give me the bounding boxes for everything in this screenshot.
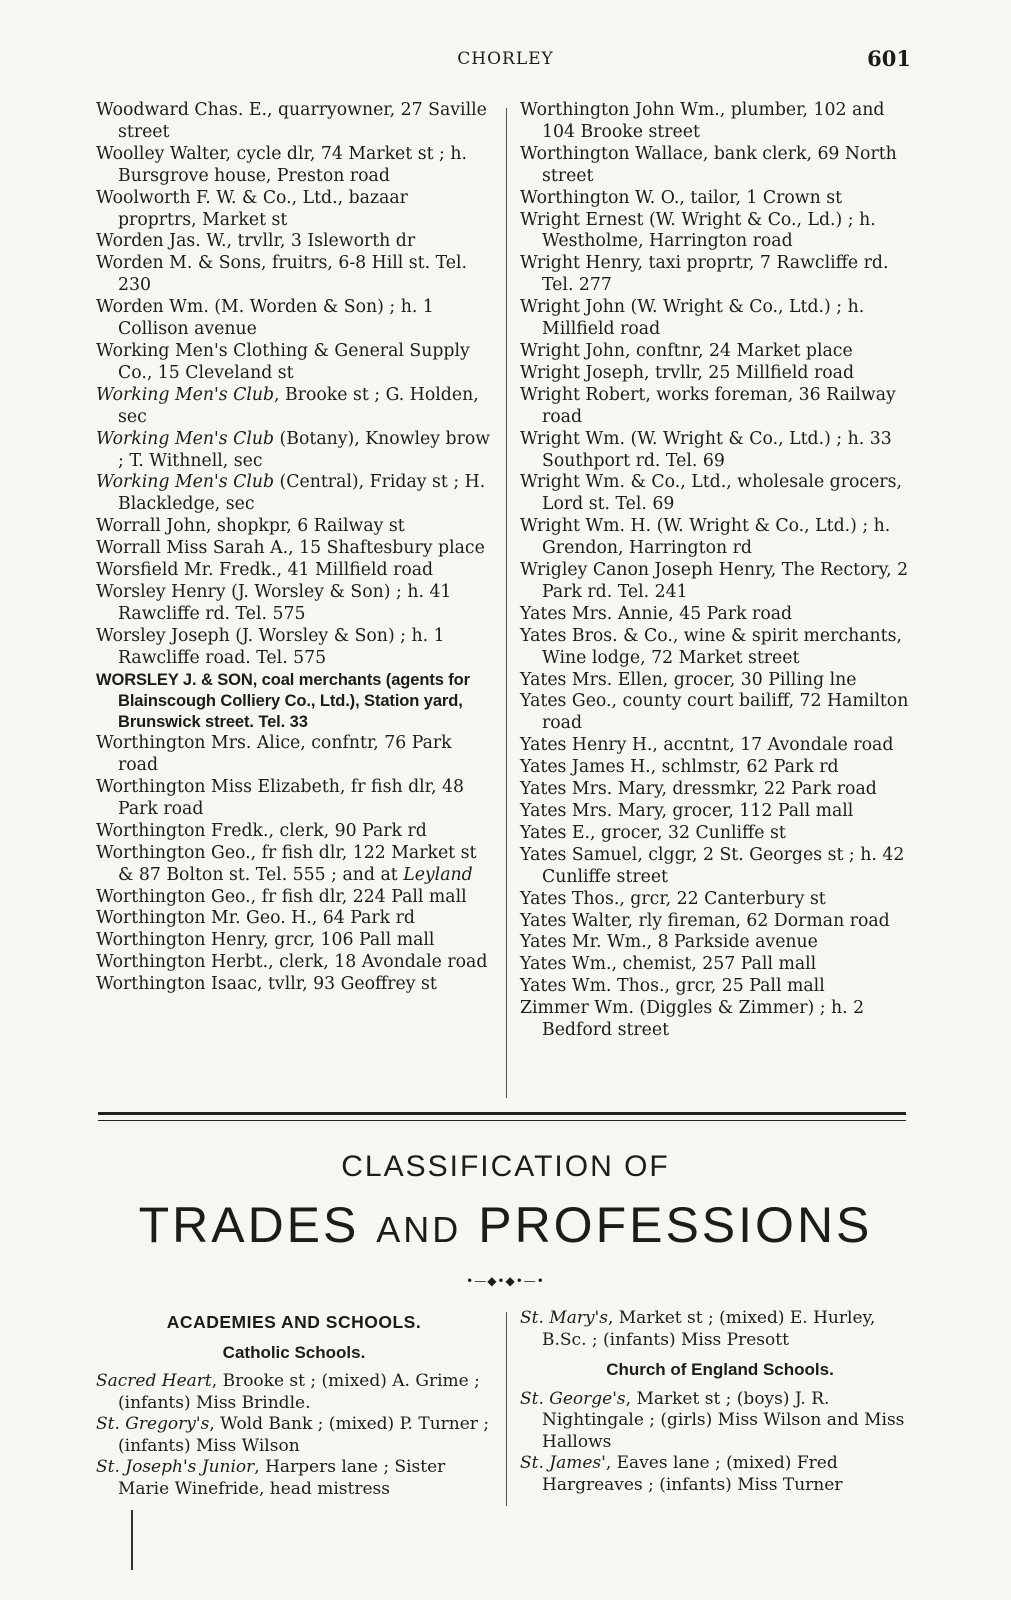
entry-text: Worrall John, shopkpr, 6 Railway st (96, 516, 405, 537)
entry-text: Yates Bros. & Co., wine & spirit merchants, Wine lodge, 72 Market street (520, 625, 902, 668)
entry-text: Worthington Mr. Geo. H., 64 Park rd (96, 908, 415, 929)
trades-professions-title (0, 1196, 1011, 1254)
entry-text: Woolley Walter, cycle dlr, 74 Market st ; h. Bursgrove house, Preston road (96, 143, 467, 186)
directory-entry (520, 210, 920, 254)
academies-heading: ACADEMIES AND SCHOOLS. (166, 1312, 422, 1332)
directory-entry (96, 777, 492, 821)
directory-entry (96, 670, 492, 734)
entry-text: (Central), Friday st ; H. Blackledge, sec (118, 472, 486, 515)
entry-text: Worthington Isaac, tvllr, 93 Geoffrey st (96, 974, 437, 995)
entry-text: Yates E., grocer, 32 Cunliffe st (520, 822, 786, 843)
entry-italic-name: Working Men's Club (96, 384, 275, 405)
entry-italic-name: Working Men's Club (96, 428, 275, 449)
directory-entry (96, 538, 492, 560)
entry-text: Yates Mrs. Ellen, grocer, 30 Pilling lne (520, 669, 857, 690)
directory-entry (520, 757, 920, 779)
entry-text: , Market st ; (boys) J. R. Nightingale ; (girls) Miss Wilson and Miss Hallows (542, 1388, 905, 1452)
coe-schools-heading: Church of England Schools. (606, 1360, 834, 1379)
entry-text: Wright John, conftnr, 24 Market place (520, 340, 853, 361)
entry-text: Yates Wm., chemist, 257 Pall mall (520, 954, 817, 975)
catholic-schools-heading: Catholic Schools. (222, 1342, 366, 1362)
entry-text: Worden M. & Sons, fruitrs, 6-8 Hill st. Tel. 230 (96, 253, 468, 296)
entry-text: Worthington John Wm., plumber, 102 and 104 Brooke street (520, 100, 885, 142)
directory-entry (96, 1371, 492, 1414)
directory-entry (520, 472, 920, 516)
directory-entry (96, 887, 492, 909)
entry-text: Yates Mr. Wm., 8 Parkside avenue (520, 932, 818, 953)
entry-text: Wright Wm. (W. Wright & Co., Ltd.) ; h. 33 Southport rd. Tel. 69 (520, 428, 892, 471)
catholic-schools-list (96, 1371, 492, 1500)
entry-text: , Eaves lane ; (mixed) Fred Hargreaves ; (infants) Miss Turner (542, 1453, 843, 1495)
coe-schools-list (520, 1389, 920, 1497)
directory-entry (520, 845, 920, 889)
entry-text: , Wold Bank ; (mixed) P. Turner ; (infants) Miss Wilson (118, 1414, 490, 1456)
entry-italic-name: St. Mary's (520, 1308, 608, 1328)
directory-entry (520, 297, 920, 341)
directory-entry (96, 253, 492, 297)
directory-entry (96, 821, 492, 843)
section-double-rule-top (98, 1112, 906, 1115)
right-column (520, 100, 920, 1042)
directory-entry (520, 626, 920, 670)
directory-entry (520, 998, 920, 1042)
directory-entry (96, 516, 492, 538)
directory-entry (520, 1308, 920, 1351)
directory-entry (96, 930, 492, 952)
entry-text: Worden Jas. W., trvllr, 3 Isleworth dr (96, 231, 416, 252)
directory-entry (520, 341, 920, 363)
entry-italic-name: Sacred Heart (96, 1371, 212, 1391)
directory-entry (520, 932, 920, 954)
directory-entry (96, 952, 492, 974)
directory-entry (96, 429, 492, 473)
directory-entry (96, 1457, 492, 1500)
classification-title: CLASSIFICATION OF (341, 1150, 670, 1183)
entry-text: Woodward Chas. E., quarryowner, 27 Saville street (96, 100, 487, 142)
directory-entry (520, 911, 920, 933)
academies-column-divider (506, 1312, 507, 1506)
directory-entry (520, 385, 920, 429)
entry-text: Working Men's Clothing & General Supply Co., 15 Cleveland st (96, 340, 470, 383)
entry-text: Wright Joseph, trvllr, 25 Millfield road (520, 362, 855, 383)
entry-text: Wrigley Canon Joseph Henry, The Rectory, 2 Park rd. Tel. 241 (520, 560, 909, 602)
directory-entry (520, 691, 920, 735)
directory-entry (520, 1453, 920, 1496)
entry-text: (Botany), Knowley brow ; T. Withnell, sec (118, 428, 491, 471)
entry-text: Yates Mrs. Mary, dressmkr, 22 Park road (520, 779, 877, 800)
directory-entry (520, 801, 920, 823)
entry-text: Wright Wm. & Co., Ltd., wholesale grocers, Lord st. Tel. 69 (520, 472, 902, 515)
entry-text: Worden Wm. (M. Worden & Son) ; h. 1 Collison avenue (96, 297, 434, 340)
directory-entry (520, 253, 920, 297)
directory-entry (96, 908, 492, 930)
entry-text: Yates Henry H., accntnt, 17 Avondale road (520, 735, 894, 756)
directory-entry (520, 889, 920, 911)
entry-text: , Brooke st ; (mixed) A. Grime ; (infants) Miss Brindle. (118, 1371, 480, 1413)
entry-text: Yates Wm. Thos., grcr, 25 Pall mall (520, 976, 825, 997)
title-word-and: AND (376, 1209, 462, 1250)
directory-entry (96, 974, 492, 996)
entry-italic-name: St. George's (520, 1388, 626, 1409)
directory-entry (96, 100, 492, 144)
entry-text: Yates Thos., grcr, 22 Canterbury st (520, 888, 826, 909)
entry-text: Zimmer Wm. (Diggles & Zimmer) ; h. 2 Bedford street (520, 998, 865, 1041)
entry-text: Worthington W. O., tailor, 1 Crown st (520, 187, 843, 208)
entry-text: Wright Wm. H. (W. Wright & Co., Ltd.) ; h. Grendon, Harrington rd (520, 516, 891, 559)
directory-entry (520, 188, 920, 210)
entry-italic-tail: Leyland (403, 864, 473, 885)
directory-entry (520, 823, 920, 845)
entry-italic-name: St. James' (520, 1453, 606, 1473)
directory-entry (520, 735, 920, 757)
directory-entry (96, 733, 492, 777)
directory-entry (520, 779, 920, 801)
entry-text: Wright Henry, taxi proprtr, 7 Rawcliffe rd. Tel. 277 (520, 253, 889, 296)
directory-entry (96, 231, 492, 253)
entry-text: , Brooke st ; G. Holden, sec (118, 384, 479, 427)
entry-text: Worrall Miss Sarah A., 15 Shaftesbury place (96, 538, 485, 559)
directory-entry (96, 472, 492, 516)
running-header-title: CHORLEY (457, 49, 554, 69)
directory-entry (520, 604, 920, 626)
entry-text: Yates Samuel, clggr, 2 St. Georges st ; h. 42 Cunliffe street (520, 844, 905, 887)
entry-text: Worthington Herbt., clerk, 18 Avondale road (96, 952, 488, 973)
directory-entry (520, 363, 920, 385)
directory-entry (96, 188, 492, 232)
entry-text: Worthington Geo., fr fish dlr, 224 Pall mall (96, 886, 467, 907)
directory-entry (96, 144, 492, 188)
ornament-divider: •—◆•◆•—• (466, 1274, 545, 1288)
academies-right-column (520, 1308, 920, 1496)
entry-text: Wright John (W. Wright & Co., Ltd.) ; h. Millfield road (520, 297, 865, 340)
title-word-professions: PROFESSIONS (478, 1197, 873, 1253)
entry-text: Worthington Fredk., clerk, 90 Park rd (96, 820, 427, 841)
directory-entry (520, 516, 920, 560)
entry-text: Yates Geo., county court bailiff, 72 Hamilton road (520, 691, 909, 734)
entry-text: Wright Robert, works foreman, 36 Railway road (520, 384, 896, 427)
directory-entry (96, 1414, 492, 1457)
entry-text: Yates Mrs. Mary, grocer, 112 Pall mall (520, 801, 854, 821)
academies-left-column (96, 1308, 492, 1500)
directory-entry (96, 385, 492, 429)
entry-text: Yates Walter, rly fireman, 62 Dorman road (520, 910, 890, 931)
entry-text: Worthington Wallace, bank clerk, 69 North street (520, 143, 897, 186)
entry-italic-name: Working Men's Club (96, 472, 275, 493)
left-column (96, 100, 492, 996)
directory-entry (520, 144, 920, 188)
entry-text: WORSLEY J. & SON, coal merchants (agents for Blainscough Colliery Co., Ltd.), Station yard, Brunswick street. Tel. 33 (96, 670, 470, 731)
directory-entry (520, 976, 920, 998)
page-number: 601 (867, 46, 911, 71)
entry-text: Yates James H., schlmstr, 62 Park rd (520, 757, 839, 778)
section-double-rule-bottom (98, 1120, 906, 1121)
entry-text: , Harpers lane ; Sister Marie Winefride, head mistress (118, 1457, 446, 1499)
directory-entry (520, 954, 920, 976)
directory-entry (96, 843, 492, 887)
column-divider (506, 108, 507, 1098)
entry-text: Worsfield Mr. Fredk., 41 Millfield road (96, 560, 434, 581)
entry-text: Wright Ernest (W. Wright & Co., Ld.) ; h. Westholme, Harrington road (520, 209, 876, 252)
margin-tick-mark (131, 1510, 133, 1570)
entry-text: Worthington Mrs. Alice, confntr, 76 Park road (96, 733, 452, 776)
directory-entry (96, 297, 492, 341)
entry-text: , Market st ; (mixed) E. Hurley, B.Sc. ; (infants) Miss Presott (542, 1308, 876, 1350)
entry-italic-name: St. Joseph's Junior (96, 1457, 255, 1477)
entry-text: Worthington Geo., fr fish dlr, 122 Market st & 87 Bolton st. Tel. 555 ; and at (96, 842, 477, 885)
entry-text: Yates Mrs. Annie, 45 Park road (520, 603, 793, 624)
entry-italic-name: St. Gregory's (96, 1414, 210, 1434)
entry-text: Woolworth F. W. & Co., Ltd., bazaar proprtrs, Market st (96, 187, 408, 230)
directory-entry (520, 100, 920, 144)
directory-entry (520, 560, 920, 604)
directory-entry (520, 670, 920, 692)
entry-text: Worthington Miss Elizabeth, fr fish dlr, 48 Park road (96, 776, 464, 819)
title-word-trades: TRADES (138, 1197, 360, 1253)
entry-text: Worsley Henry (J. Worsley & Son) ; h. 41 Rawcliffe rd. Tel. 575 (96, 581, 452, 624)
directory-entry (96, 341, 492, 385)
st-marys-list (520, 1308, 920, 1351)
directory-entry (96, 560, 492, 582)
directory-entry (96, 626, 492, 670)
entry-text: Worthington Henry, grcr, 106 Pall mall (96, 930, 435, 951)
directory-entry (520, 429, 920, 473)
entry-text: Worsley Joseph (J. Worsley & Son) ; h. 1 Rawcliffe road. Tel. 575 (96, 625, 445, 668)
directory-entry (520, 1389, 920, 1454)
directory-entry (96, 582, 492, 626)
